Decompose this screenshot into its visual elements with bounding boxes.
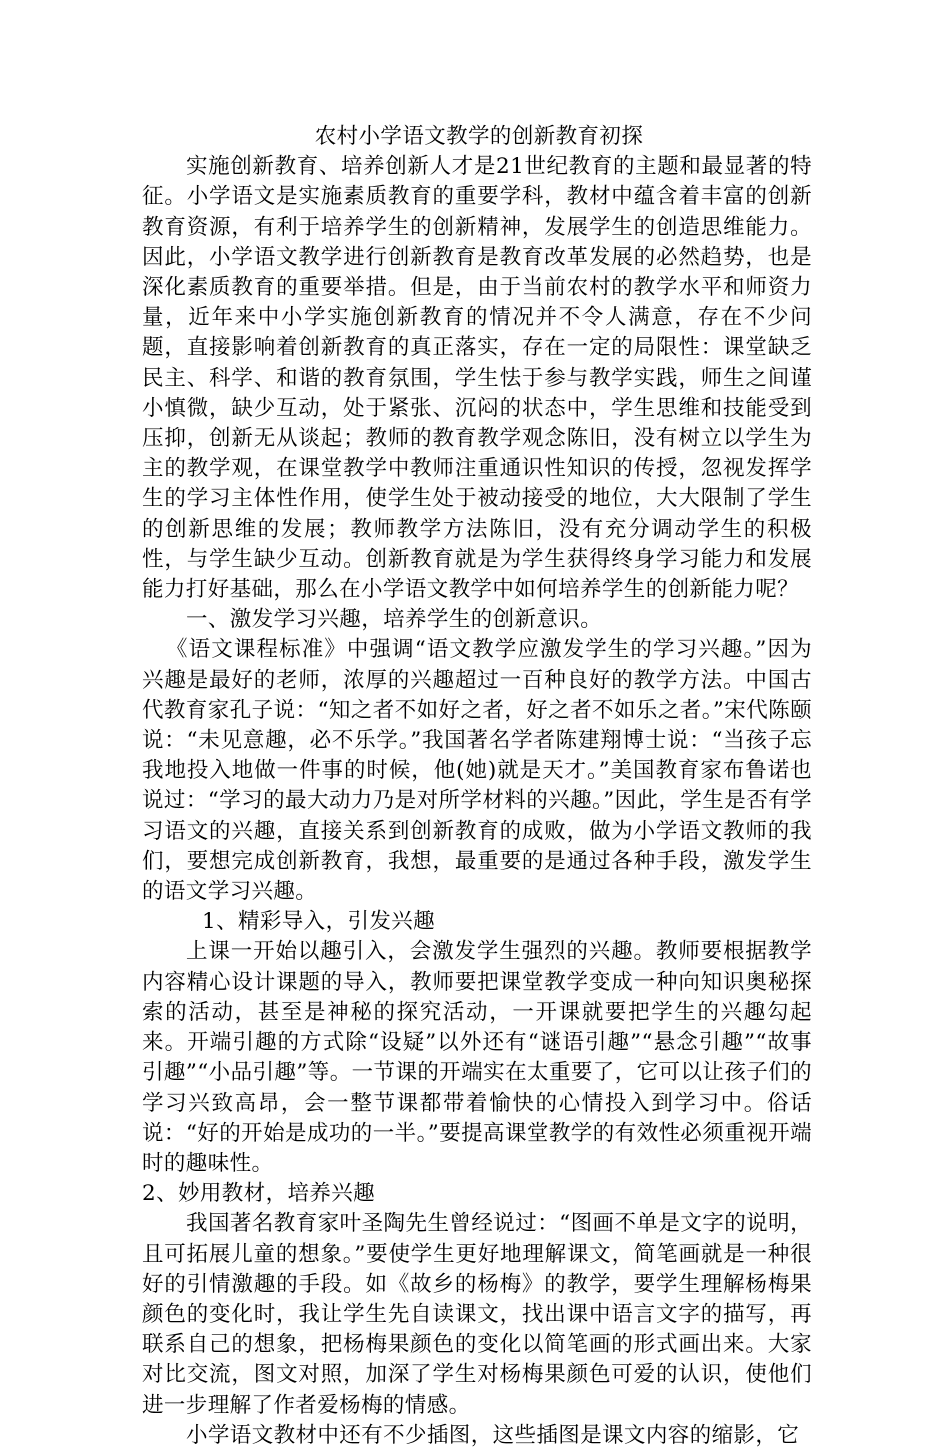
document-title: 农村小学语文教学的创新教育初探 (314, 124, 644, 149)
body-paragraph: 《语文课程标准》中强调“语文教学应激发学生的学习兴趣。”因为兴趣是最好的老师，浓厚的兴趣超过一百种良好的教学方法。中国古代教育家孔子说：“知之者不如好之者，好之者不如乐之者。”宋代陈颐说：“未见意趣，必不乐学。”我国著名学者陈建翔博士说：“当孩子忘我地投入地做一件事的时候，他(她)就是天才。”美国教育家布鲁诺也说过：“学习的最大动力乃是对所学材料的兴趣。”因此，学生是否有学习语文的兴趣，直接关系到创新教育的成败，做为小学语文教师的我们，要想完成创新教育，我想，最重要的是通过各种手段，激发学生的语文学习兴趣。 (142, 637, 812, 905)
subsection-heading-1: 1、精彩导入，引发兴趣 (202, 909, 436, 935)
body-paragraph: 上课一开始以趣引入，会激发学生强烈的兴趣。教师要根据教学内容精心设计课题的导入，教师要把课堂教学变成一种向知识奥秘探索的活动，甚至是神秘的探究活动，一开课就要把学生的兴趣勾起来。开端引趣的方式除“设疑”以外还有“谜语引趣”“悬念引趣”“故事引趣”“小品引趣”等。一节课的开端实在太重要了，它可以让孩子们的学习兴致高昂，会一整节课都带着愉快的心情投入到学习中。俗话说：“好的开始是成功的一半。”要提高课堂教学的有效性必须重视开端时的趣味性。 (142, 939, 812, 1176)
body-paragraph: 小学语文教材中还有不少插图，这些插图是课文内容的缩影，它 (186, 1422, 800, 1448)
intro-paragraph: 实施创新教育、培养创新人才是21世纪教育的主题和最显著的特征。小学语文是实施素质教育的重要学科，教材中蕴含着丰富的创新教育资源，有利于培养学生的创新精神，发展学生的创造思维能力。因此，小学语文教学进行创新教育是教育改革发展的必然趋势，也是深化素质教育的重要举措。但是，由于当前农村的教学水平和师资力量，近年来中小学实施创新教育的情况并不令人满意，存在不少问题，直接影响着创新教育的真正落实，存在一定的局限性：课堂缺乏民主、科学、和谐的教育氛围，学生怯于参与教学实践，师生之间谨小慎微，缺少互动，处于紧张、沉闷的状态中，学生思维和技能受到压抑，创新无从谈起；教师的教育教学观念陈旧，没有树立以学生为主的教学观，在课堂教学中教师注重通识性知识的传授，忽视发挥学生的学习主体性作用，使学生处于被动接受的地位，大大限制了学生的创新思维的发展；教师教学方法陈旧，没有充分调动学生的积极性，与学生缺少互动。创新教育就是为学生获得终身学习能力和发展能力打好基础，那么在小学语文教学中如何培养学生的创新能力呢？ (142, 154, 812, 603)
body-paragraph: 我国著名教育家叶圣陶先生曾经说过：“图画不单是文字的说明，且可拓展儿童的想象。”要使学生更好地理解课文，简笔画就是一种很好的引情激趣的手段。如《故乡的杨梅》的教学，要学生理解杨梅果颜色的变化时，我让学生先自读课文，找出课中语言文字的描写，再联系自己的想象，把杨梅果颜色的变化以简笔画的形式画出来。大家对比交流，图文对照，加深了学生对杨梅果颜色可爱的认识，使他们进一步理解了作者爱杨梅的情感。 (142, 1211, 812, 1418)
subsection-heading-2: 2、妙用教材，培养兴趣 (142, 1181, 376, 1207)
section-heading-1: 一、激发学习兴趣，培养学生的创新意识。 (186, 607, 603, 633)
document-page (142, 122, 812, 1451)
